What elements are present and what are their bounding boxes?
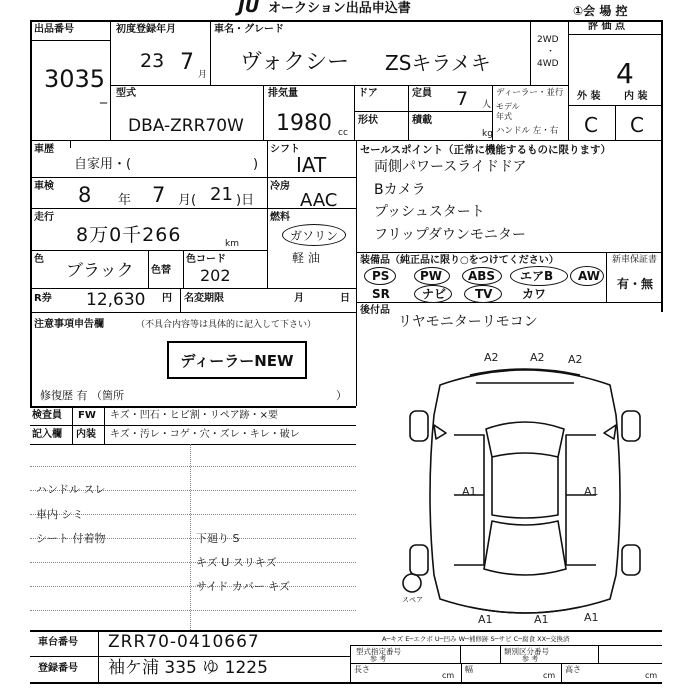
mark-top-3: A2: [568, 353, 583, 366]
repair-note-3: サイド カバー キズ: [196, 580, 291, 593]
dealer-parallel-label: ディーラー・並行: [496, 88, 564, 98]
type-designation-label: 型式指定番号: [356, 647, 401, 656]
interior-label: 内 装: [624, 91, 648, 102]
handle-label: ハンドル 左・右: [496, 126, 559, 136]
model-grade-label: 車名・グレード: [214, 24, 284, 35]
chassis-value: ZRR70-0410667: [108, 632, 260, 652]
usage-value: 自家用・(: [74, 157, 132, 172]
fuel-gasoline: ガソリン: [290, 229, 339, 243]
grade-value: ZSキラメキ: [385, 51, 491, 75]
fw-marks: キズ・凹石・ヒビ割・リペア跡・×要: [110, 410, 278, 421]
aircon-value: AAC: [300, 190, 338, 211]
load-label: 積載: [412, 115, 432, 126]
mark-side-left: A1: [462, 485, 477, 498]
color-value: ブラック: [66, 261, 134, 281]
color-label: 色: [34, 254, 44, 265]
notes-subtitle: （不具合内容等は具体的に記入して下さい）: [136, 320, 317, 330]
spare-label: スペア: [402, 596, 423, 604]
shaken-month: 7: [152, 183, 166, 207]
mileage-value: 8万0千266: [76, 224, 182, 246]
fw-label: FW: [78, 410, 96, 421]
sales-point-3: プッシュスタート: [374, 204, 485, 220]
height-label: 高さ: [565, 665, 581, 674]
color-code-label: 色コード: [186, 254, 226, 265]
mileage-label: 走行: [34, 212, 54, 223]
aftermarket-value: リヤモニターリモコン: [398, 314, 538, 330]
car-damage-diagram: [380, 345, 670, 635]
lot-number-value: 3035: [44, 65, 106, 93]
notes-title: 注意事項申告欄: [34, 319, 104, 330]
color-no-label: 色替: [151, 265, 171, 276]
kg-unit: kg: [482, 129, 493, 139]
equipment-label: 装備品（純正品に限り○をつけてください）: [360, 255, 559, 266]
shape-label: 形状: [358, 115, 378, 126]
class-no-label: 類別区分番号: [504, 647, 549, 656]
drive-4wd-label: 4WD: [537, 59, 559, 69]
eval-point-label: 評 価 点: [588, 21, 625, 32]
name-change-day: 日: [340, 293, 350, 304]
equip-airbag: エアB: [520, 269, 554, 283]
reg-value: 袖ケ浦 335 ゆ 1225: [108, 658, 268, 678]
recycle-value: 12,630: [86, 290, 146, 310]
first-reg-label: 初度登録年月: [116, 24, 176, 35]
venue-copy-label: ①会 場 控: [573, 4, 628, 18]
cc-unit: cc: [338, 128, 348, 138]
doors-label: ドア: [358, 88, 378, 99]
length-cm: cm: [442, 671, 455, 680]
warranty-value: 有・無: [617, 277, 654, 291]
lot-number-label: 出品番号: [34, 24, 74, 35]
note-stain: 車内 シミ: [36, 508, 84, 521]
shaken-nichi: )日: [236, 193, 255, 208]
capacity-label: 定員: [412, 88, 432, 99]
equip-pw: PW: [420, 269, 443, 283]
repair-note-2: キズ U スリキズ: [196, 556, 277, 569]
interior-grade: C: [630, 113, 644, 137]
displacement-label: 排気量: [268, 88, 298, 99]
equip-navi: ナビ: [422, 287, 447, 301]
equip-sr: SR: [372, 287, 390, 301]
equip-leather: カワ: [522, 287, 547, 301]
color-code-value: 202: [200, 266, 231, 285]
displacement-value: 1980: [276, 111, 332, 136]
width-cm: cm: [543, 671, 556, 680]
mark-side-right: A1: [584, 485, 599, 498]
dealer-new-box: ディーラーNEW: [167, 341, 307, 379]
shift-value: IAT: [296, 153, 327, 177]
fuel-label: 燃料: [270, 212, 290, 223]
mark-top-2: A2: [530, 351, 545, 364]
naiso-label: 内装: [76, 429, 96, 440]
drive-dot: ・: [546, 47, 556, 57]
mark-bottom-1: A1: [478, 613, 493, 626]
shaken-tsuki: 月(: [178, 193, 197, 208]
sales-point-1: 両側パワースライドドア: [374, 159, 527, 175]
header-title: オークション出品申込書: [268, 1, 411, 16]
name-change-month: 月: [294, 293, 304, 304]
aircon-label: 冷房: [270, 181, 290, 192]
usage-label: 車歴: [34, 144, 54, 155]
model-code-value: DBA-ZRR70W: [128, 116, 244, 136]
shaken-label: 車検: [34, 181, 54, 192]
note-seat: シート 付着物: [36, 532, 106, 545]
note-handle: ハンドル スレ: [36, 483, 106, 496]
width-label: 幅: [465, 665, 473, 674]
shaken-nen: 年: [118, 193, 132, 208]
class-ref-label: 参 考: [522, 655, 539, 663]
entry-label: 記入欄: [32, 429, 62, 440]
exterior-label: 外 装: [577, 91, 601, 102]
int-marks: キズ・汚レ・コゲ・穴・ズレ・キレ・破レ: [110, 429, 300, 440]
repair-history-close: ）: [336, 389, 347, 402]
sales-point-2: Bカメラ: [374, 182, 426, 198]
fuel-gasoline-circle: [282, 224, 346, 246]
mark-bottom-3: A1: [584, 611, 599, 624]
reg-label: 登録番号: [38, 663, 78, 674]
mark-top-1: A2: [484, 351, 499, 364]
fuel-diesel: 軽 油: [292, 251, 320, 265]
capacity-unit: 人: [482, 100, 492, 110]
recycle-label: R券: [34, 293, 52, 304]
yen-unit: 円: [162, 293, 172, 304]
equip-aw: AW: [578, 269, 600, 283]
equip-tv: TV: [475, 287, 493, 301]
model-year-label-b: 年式: [496, 112, 512, 121]
equip-ps: PS: [372, 269, 390, 283]
type-ref-label: 参 考: [370, 655, 387, 663]
model-type-label: 型式: [116, 88, 136, 99]
mark-bottom-2: A1: [534, 613, 549, 626]
first-reg-month: 7: [180, 50, 194, 75]
sales-point-4: フリップダウンモニター: [374, 227, 526, 243]
capacity-value: 7: [456, 88, 469, 110]
first-reg-unit: 月: [198, 70, 208, 80]
repair-note-1: 下廻り S: [196, 532, 240, 545]
usage-close: ): [253, 157, 259, 172]
chassis-label: 車台番号: [38, 637, 78, 648]
warranty-label: 新車保証書: [612, 255, 658, 265]
car-name-value: ヴォクシー: [240, 50, 350, 75]
inspector-label: 検査員: [32, 410, 62, 421]
sales-point-label: セールスポイント（正常に機能するものに限ります）: [360, 144, 612, 156]
length-label: 長さ: [354, 665, 370, 674]
exterior-grade: C: [584, 113, 598, 137]
drive-2wd-label: 2WD: [537, 35, 559, 45]
repair-history-label: 修復歴 有 （箇所: [40, 389, 124, 402]
first-reg-year: 23: [140, 50, 165, 72]
header-logo: JU: [238, 0, 260, 17]
equip-abs: ABS: [468, 269, 496, 283]
model-year-label-a: モデル: [496, 102, 520, 111]
name-change-label: 名変期限: [184, 293, 224, 304]
aftermarket-label: 後付品: [360, 305, 390, 316]
height-cm: cm: [645, 671, 658, 680]
shift-label: シフト: [270, 144, 300, 155]
score-value: 4: [616, 57, 634, 90]
shaken-day: 21: [210, 184, 233, 205]
shaken-year: 8: [78, 183, 92, 207]
auction-sheet: JU オークション出品申込書 ①会 場 控 出品番号 3035 _ 初度登録年月 23 7 月 車名・グレード ヴォクシー ZSキラメキ 2WD ・ 4WD 評 価 点 4 型式 DBA-ZRR70W 排気量 1980 cc ドア 形状 定員 7 人 積載 kg ディーラー・並行 モデル 年式 ハンドル 左・右 外 装 内 装 C C 車歴 自家用・( ) シフト IAT 車検 8 年 7 月( 21 )日 冷房 AAC 走行 8万0千266 km 燃料 ガソリン 軽 油 色 ブラック 色替 色コード 202 R券 12,630 円 名変期限 月 日 セールスポイント（正常に機能するものに限ります） 両側パワースライドドア Bカメラ プッシュスタート フリップダウンモニター 装備品（純正品に限り○をつけてください） PS PW ABS エアB AW SR ナビ TV カワ 新車保証書 有・無 後付品 リヤモニターリモコン 注意事項申告欄 （不具合内容等は具体的に記入して下さい） ディーラーNEW 修復歴 有 （箇所 ） 検査員 記入欄 FW 内装 キズ・凹石・ヒビ割・リペア跡・×要 キズ・汚レ・コゲ・穴・ズレ・キレ・破レ ハンドル スレ 車内 シミ シート 付着物 下廻り S キズ U スリキズ サイド カバー キズ 車台番号 ZRR70-0410667 登録番号 袖ケ浦 335 ゆ 1225 型式指定番号 参 考 類別区分番号 参 考 長さ cm 幅 cm 高さ cm A─キズ E─エクボ U─凹み W─補修跡 S─サビ C─腐食 XX─交換済 A2 A2 A2 A1 A1 A1 A1 A1 スペア: [0, 0, 700, 700]
damage-legend: A─キズ E─エクボ U─凹み W─補修跡 S─サビ C─腐食 XX─交換済: [382, 635, 570, 643]
km-unit: km: [225, 239, 239, 249]
